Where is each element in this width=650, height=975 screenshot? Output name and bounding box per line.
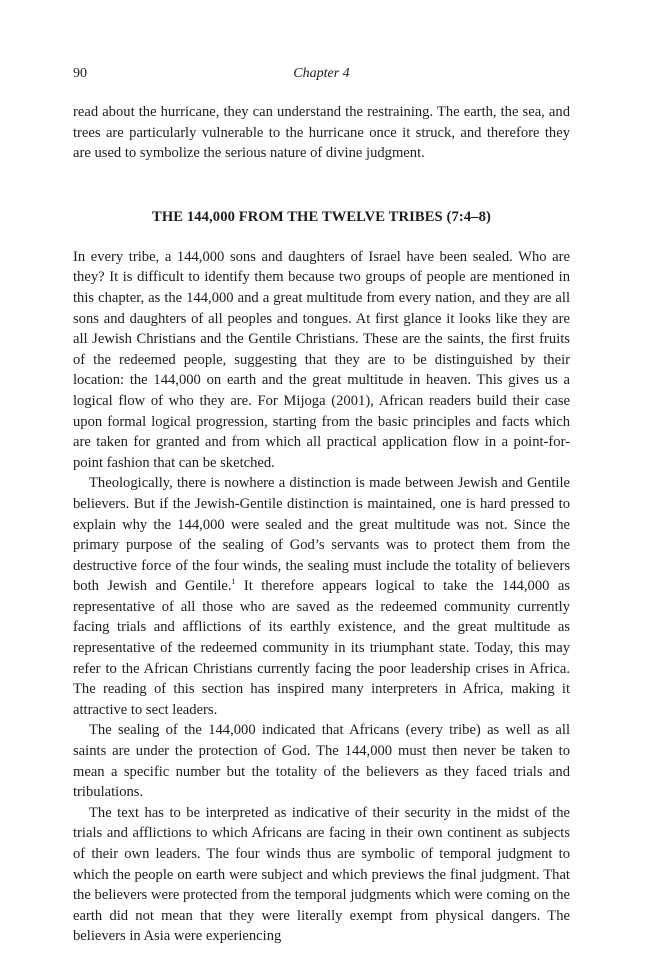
paragraph-1: In every tribe, a 144,000 sons and daughters of Israel have been sealed. Who are they? It is difficult to identify them because two groups of people are mentioned in this chapter, as the 144,000 and a great multitude from every nation, and they are all sons and daughters of all peoples and tongues. At first glance it looks like they are all Jewish Christians and the Gentile Christians. These are the saints, the first fruits of the redeemed people, suggesting that they are to be distinguished by their location: the 144,000 on earth and the great multitude in heaven. This gives us a logical flow of who they are. For Mijoga (2001), African readers build their case upon formal logical progression, starting from the basic principles and facts which are taken for granted and from which all practical application flow in a point-for-point fashion that can be sketched. bbox=[73, 248, 570, 471]
paragraph-3: The sealing of the 144,000 indicated that Africans (every tribe) as well as all saints are under the protection of God. The 144,000 must then never be taken to mean a specific number but the totality of the believers as they faced trials and tribulations. bbox=[73, 722, 570, 801]
paragraph-2-text-before-note: Theologically, there is nowhere a distinction is made between Jewish and Gentile believers. But if the Jewish-Gentile distinction is maintained, one is hard pressed to explain why the 144,000 were sealed and the great multitude was not. Since the primary purpose of the sealing of God’s servants was to protect them from the destructive force of the four winds, the sealing must include the totality of believers both Jewish and Gentile. bbox=[73, 475, 570, 595]
chapter-label: Chapter 4 bbox=[293, 66, 350, 81]
book-page bbox=[73, 66, 570, 947]
paragraph-2 bbox=[73, 473, 570, 720]
intro-paragraph: read about the hurricane, they can understand the restraining. The earth, the sea, and trees are particularly vulnerable to the hurricane once it struck, and therefore they are used to symbolize the serious nature of divine judgment. bbox=[73, 104, 570, 162]
section-heading: THE 144,000 FROM THE TWELVE TRIBES (7:4–8) bbox=[152, 208, 491, 225]
footnote-marker[interactable]: 1 bbox=[231, 577, 236, 587]
paragraph-4: The text has to be interpreted as indicative of their security in the midst of the trials and afflictions to which Africans are facing in their own continent as subjects of their own leaders. The four winds thus are symbolic of temporal judgment to which the people on earth were subject and which previews the final judgment. That the believers were protected from the temporal judgments which were coming on the earth did not mean that they were literally exempt from physical dangers. The believers in Asia were experiencing bbox=[73, 804, 570, 945]
running-head bbox=[73, 66, 570, 88]
page-number: 90 bbox=[73, 66, 87, 81]
paragraph-2-text-after-note: It therefore appears logical to take the 144,000 as representative of all those who are saved as the redeemed community currently facing trials and afflictions of its earthly existence, and the great multitude as representative of the redeemed community in its triumphant state. Today, this may refer to the African Christians currently facing the poor leadership crises in Africa. The reading of this section has inspired many interpreters in Africa, making it attractive to sect leaders. bbox=[73, 578, 570, 718]
